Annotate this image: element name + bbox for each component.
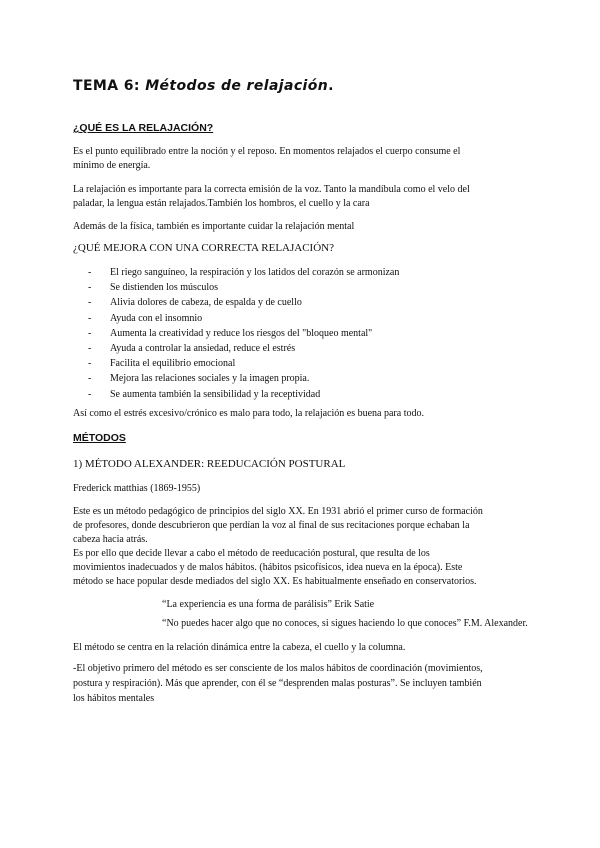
paragraph-line: Es el punto equilibrado entre la noción y el reposo. En momentos relajados el cuerpo consume el: [73, 146, 461, 157]
list-item: [88, 371, 518, 386]
paragraph-line: Es por ello que decide llevar a cabo el método de reeducación postural, que resulta de los: [73, 548, 430, 559]
paragraph-line: El método se centra en la relación dinámica entre la cabeza, el cuello y la columna.: [73, 642, 406, 653]
list-item-text: El riego sanguíneo, la respiración y los latidos del corazón se armonizan: [110, 267, 400, 278]
list-item-text: Facilita el equilibrio emocional: [110, 358, 236, 370]
list-item-text: Mejora las relaciones sociales y la imagen propia.: [110, 373, 310, 385]
paragraph-line: cabeza hacia atrás.: [73, 534, 148, 545]
bullet-dash: -: [88, 342, 92, 354]
quote-satie: “La experiencia es una forma de parálisis” Erik Satie: [162, 599, 375, 610]
bullet-dash: -: [88, 373, 92, 385]
list-item-text: Ayuda con el insomnio: [110, 312, 203, 324]
list-item-text: Aumenta la creatividad y reduce los riesgos del "bloqueo mental": [110, 327, 373, 339]
benefits-list: [88, 265, 518, 402]
bullet-dash: -: [88, 282, 92, 294]
method-subheading: 1) MÉTODO ALEXANDER: REEDUCACIÓN POSTURAL: [73, 458, 346, 470]
paragraph-line: La relajación es importante para la correcta emisión de la voz. Tanto la mandíbula como el velo del: [73, 184, 470, 195]
bullet-dash: -: [88, 267, 92, 278]
paragraph-line: de profesores, donde descubrieron que perdían la voz al final de sus recitaciones porque echaban la: [73, 520, 470, 531]
list-item-text: Ayuda a controlar la ansiedad, reduce el estrés: [110, 342, 296, 354]
list-item: [88, 265, 518, 280]
list-item-text: Se aumenta también la sensibilidad y la receptividad: [110, 388, 321, 400]
list-item: [88, 356, 518, 371]
list-item: [88, 341, 518, 356]
paragraph-line: Así como el estrés excesivo/crónico es malo para todo, la relajación es buena para todo.: [73, 408, 424, 419]
paragraph-line: paladar, la lengua están relajados.También los hombros, el cuello y la cara: [73, 198, 370, 209]
list-item: [88, 295, 518, 310]
section-heading-metodos: MÉTODOS: [73, 432, 126, 444]
list-item: [88, 326, 518, 341]
bullet-dash: -: [88, 312, 92, 324]
paragraph-line: movimientos inadecuados y de malos hábitos. (hábitos psicofísicos, idea nueva en la época). Este: [73, 562, 463, 573]
section-heading-mejora: ¿QUÉ MEJORA CON UNA CORRECTA RELAJACIÓN?: [73, 242, 334, 254]
list-item: [88, 311, 518, 326]
bullet-dash: -: [88, 327, 92, 339]
bullet-dash: -: [88, 358, 92, 370]
paragraph-line: método se hace popular desde mediados del siglo XX. Es habitualmente enseñado en conservatorios.: [73, 576, 477, 587]
title-suffix: .: [328, 78, 334, 94]
bullet-dash: -: [88, 388, 92, 400]
title-main: Métodos de relajación: [145, 78, 329, 94]
quote-alexander: “No puedes hacer algo que no conoces, si sigues haciendo lo que conoces” F.M. Alexander.: [162, 618, 528, 629]
paragraph-line: Además de la física, también es importante cuidar la relajación mental: [73, 221, 355, 232]
section-heading-relajacion: ¿QUÉ ES LA RELAJACIÓN?: [73, 122, 214, 134]
paragraph-line: -El objetivo primero del método es ser consciente de los malos hábitos de coordinación (movimientos,: [73, 663, 483, 674]
page-title: [73, 78, 334, 94]
paragraph-line: Este es un método pedagógico de principios del siglo XX. En 1931 abrió el primer curso de formación: [73, 506, 483, 517]
title-prefix: TEMA 6:: [73, 78, 140, 94]
paragraph-line: mínimo de energía.: [73, 160, 151, 171]
paragraph-line: postura y respiración). Más que aprender, con él se “desprenden malas posturas”. Se incluyen también: [73, 678, 482, 689]
list-item: [88, 387, 518, 402]
list-item: [88, 280, 518, 295]
list-item-text: Alivia dolores de cabeza, de espalda y de cuello: [110, 297, 302, 309]
bullet-dash: -: [88, 297, 92, 309]
paragraph-line: los hábitos mentales: [73, 693, 155, 704]
author-line: Frederick matthias (1869-1955): [73, 483, 201, 494]
list-item-text: Se distienden los músculos: [110, 282, 219, 294]
